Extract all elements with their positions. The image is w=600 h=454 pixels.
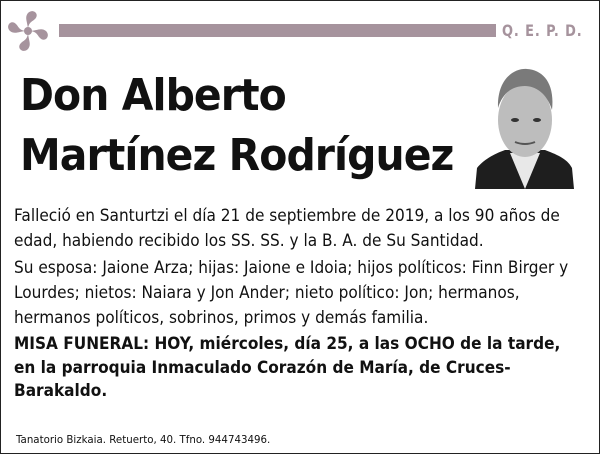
funeral-home-footer: Tanatorio Bizkaia. Retuerto, 40. Tfno. 944743496.: [16, 433, 271, 446]
header-bar: [59, 24, 496, 37]
family-paragraph: Su esposa: Jaione Arza; hijas: Jaione e Idoia; hijos políticos: Finn Birger y Lourdes; nietos: Naiara y Jon Ander; nieto político: Jon; hermanos, hermanos políticos, sobrinos, primos y demás familia.: [14, 258, 569, 327]
funeral-paragraph: MISA FUNERAL: HOY, miércoles, día 25, a las OCHO de la tarde, en la parroquia Inmaculado Corazón de María, de Cruces-Barakaldo.: [14, 334, 561, 400]
obituary-body: [14, 203, 586, 405]
portrait-photo: [475, 58, 574, 189]
death-notice-paragraph: Falleció en Santurtzi el día 21 de septiembre de 2019, a los 90 años de edad, habiendo recibido los SS. SS. y la B. A. de Su Santidad.: [14, 206, 560, 250]
qepd-label: Q. E. P. D.: [502, 21, 583, 40]
deceased-name-line2: Martínez Rodríguez: [20, 130, 454, 181]
lauburu-icon: [5, 8, 51, 54]
deceased-name-line1: Don Alberto: [20, 70, 286, 121]
